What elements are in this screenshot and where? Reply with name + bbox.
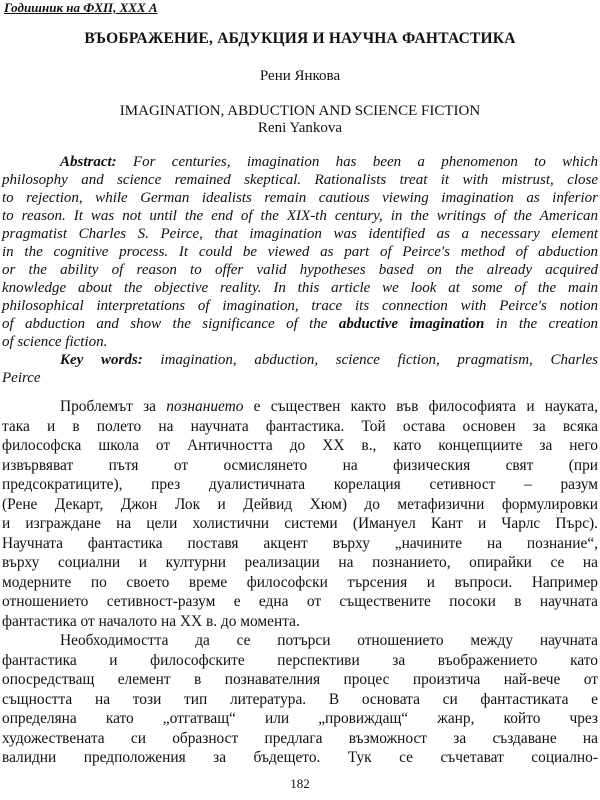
abstract-line: of science fiction. [2, 334, 108, 350]
body-line: модерните по своето време философски търсения и въпроси. Например [2, 573, 598, 591]
abstract-line: knowledge about the objective reality. In this article we look at some of the main [2, 280, 598, 296]
article-title: ВЪОБРАЖЕНИЕ, АБДУКЦИЯ И НАУЧНА ФАНТАСТИКА [84, 30, 516, 47]
body-line: художествената си образност предлага възможност за създаване на [2, 729, 598, 747]
body-line: същността на този тип литература. В основата си фантастиката е [2, 690, 598, 708]
body-line: определяна като „отгатващ“ или „провиждащ“ жанр, който чрез [2, 710, 598, 727]
emphasis-abductive-imagination: abductive imagination [338, 316, 485, 332]
abstract-line: Abstract: For centuries, imagination has been a phenomenon to which [60, 154, 598, 170]
abstract-line: to rejection, while German idealists remain cautious viewing imagination as inferior [2, 190, 598, 206]
abstract-line: pragmatist Charles S. Peirce, that imagination was identified as a necessary element [2, 226, 598, 242]
body-line: философска школа от Античността до XX в., като концепциите за него [2, 437, 598, 454]
abstract-line: philosophy and science remained skeptical. Rationalists treat it with mistrust, close [2, 172, 598, 188]
keywords-line: Key words: imagination, abduction, science fiction, pragmatism, Charles [60, 352, 599, 368]
abstract-line: of abduction and show the significance of the abductive imagination in the creation [2, 316, 598, 332]
body-line: валидни предположения за бъдещето. Тук се съчетават социално- [2, 749, 598, 766]
abstract-line: philosophical interpretations of imagination, trace its connection with Peirce's notion [2, 298, 598, 314]
body-line: фантастика и философските перспективи за въображението като [2, 651, 598, 669]
body-line: опосредстващ елемент в познавателния процес произтича най-вече от [2, 671, 598, 688]
body-line: така и в полето на научната фантастика. Той остава основен за всяка [2, 417, 598, 435]
body-text [2, 397, 598, 768]
abstract-label: Abstract: [60, 154, 117, 170]
article-title-en: IMAGINATION, ABDUCTION AND SCIENCE FICTION [119, 103, 481, 119]
author-name-en: Reni Yankova [257, 120, 343, 136]
body-line: и изграждане на цели холистични системи (Имануел Кант и Чарлс Пърс). [2, 515, 598, 532]
author-name-bg: Рени Янкова [259, 68, 341, 84]
keywords-label: Key words: [60, 352, 143, 368]
abstract-line: to reason. It was not until the end of the XIX-th century, in the writings of the American [2, 208, 598, 224]
page-number: 182 [290, 776, 310, 791]
keywords-line: Peirce [2, 370, 41, 386]
abstract [2, 153, 598, 387]
body-line: отношението сетивност-разум е една от съществените посоки в научната [2, 593, 598, 610]
body-line: (Рене Декарт, Джон Лок и Дейвид Хюм) до метафизични формулировки [2, 495, 598, 513]
emphasis-poznanieto: познанието [166, 398, 244, 415]
body-line: Проблемът за познанието е съществен както във философията и науката, [60, 398, 598, 415]
abstract-line: or the ability of reason to offer valid hypotheses based on the already acquired [2, 262, 598, 278]
body-line: върху социални и културни реализации на познанието, опирайки се на [2, 554, 598, 571]
body-line: Необходимостта да се потърси отношението между научната [60, 632, 598, 649]
running-head: Годишник на ФХП, XXX А [4, 0, 158, 15]
body-line: предсократиците), през дуалистичната корелация сетивност – разум [2, 476, 598, 493]
body-line: Научната фантастика поставя акцент върху „начините на познание“, [2, 534, 598, 552]
abstract-line: in the cognitive process. It could be viewed as part of Peirce's method of abduction [2, 244, 598, 260]
body-line: фантастика от началото на XX в. до момента. [2, 612, 300, 630]
body-line: извървяват пътя от осмислянето на физическия свят (при [2, 456, 598, 474]
